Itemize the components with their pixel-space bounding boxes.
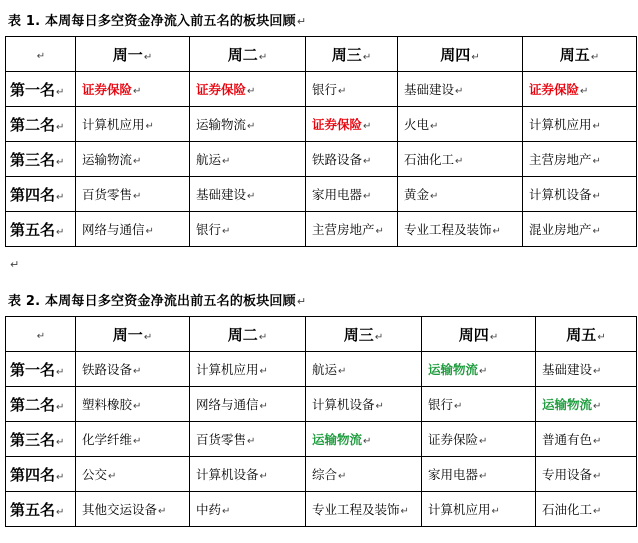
header-mon: 周一↵ bbox=[76, 317, 190, 352]
table-cell: 公交↵ bbox=[76, 457, 190, 492]
table-row bbox=[6, 387, 637, 422]
rank-label: 第五名↵ bbox=[6, 212, 76, 247]
inflow-table bbox=[5, 36, 637, 247]
table-cell: 银行↵ bbox=[190, 212, 306, 247]
table-cell: 综合↵ bbox=[306, 457, 422, 492]
header-tue: 周二↵ bbox=[190, 317, 306, 352]
table-cell: 航运↵ bbox=[306, 352, 422, 387]
table-cell: 化学纤维↵ bbox=[76, 422, 190, 457]
table-cell: 运输物流↵ bbox=[76, 142, 190, 177]
table-cell: 银行↵ bbox=[306, 72, 398, 107]
table-cell: 运输物流↵ bbox=[306, 422, 422, 457]
table-cell: 基础建设↵ bbox=[536, 352, 637, 387]
table-cell: 网络与通信↵ bbox=[190, 387, 306, 422]
table-cell: 黄金↵ bbox=[398, 177, 523, 212]
table-cell: 石油化工↵ bbox=[536, 492, 637, 527]
header-fri: 周五↵ bbox=[536, 317, 637, 352]
table-row bbox=[6, 422, 637, 457]
table-cell: 证券保险↵ bbox=[76, 72, 190, 107]
corner-cell: ↵ bbox=[6, 317, 76, 352]
header-mon: 周一↵ bbox=[76, 37, 190, 72]
header-wed: 周三↵ bbox=[306, 37, 398, 72]
table-cell: 运输物流↵ bbox=[536, 387, 637, 422]
header-wed: 周三↵ bbox=[306, 317, 422, 352]
table-cell: 中药↵ bbox=[190, 492, 306, 527]
table-cell: 证券保险↵ bbox=[523, 72, 637, 107]
table-cell: 其他交运设备↵ bbox=[76, 492, 190, 527]
rank-label: 第四名↵ bbox=[6, 457, 76, 492]
table-cell: 石油化工↵ bbox=[398, 142, 523, 177]
rank-label: 第三名↵ bbox=[6, 142, 76, 177]
table-cell: 铁路设备↵ bbox=[76, 352, 190, 387]
table-cell: 普通有色↵ bbox=[536, 422, 637, 457]
table-cell: 网络与通信↵ bbox=[76, 212, 190, 247]
table-cell: 计算机应用↵ bbox=[422, 492, 536, 527]
table-cell: 混业房地产↵ bbox=[523, 212, 637, 247]
table-cell: 家用电器↵ bbox=[306, 177, 398, 212]
table-row bbox=[6, 72, 637, 107]
rank-label: 第三名↵ bbox=[6, 422, 76, 457]
table-cell: 计算机应用↵ bbox=[76, 107, 190, 142]
table-cell: 主营房地产↵ bbox=[523, 142, 637, 177]
table1-caption: 表 1. 本周每日多空资金净流入前五名的板块回顾↵ bbox=[8, 14, 307, 29]
table-cell: 计算机设备↵ bbox=[523, 177, 637, 212]
table-row bbox=[6, 177, 637, 212]
table-cell: 计算机应用↵ bbox=[523, 107, 637, 142]
table-row bbox=[6, 492, 637, 527]
rank-label: 第二名↵ bbox=[6, 107, 76, 142]
table-cell: 百货零售↵ bbox=[76, 177, 190, 212]
table-cell: 证券保险↵ bbox=[422, 422, 536, 457]
table-cell: 航运↵ bbox=[190, 142, 306, 177]
table-cell: 运输物流↵ bbox=[422, 352, 536, 387]
rank-label: 第二名↵ bbox=[6, 387, 76, 422]
table-cell: 专业工程及装饰↵ bbox=[398, 212, 523, 247]
table-cell: 主营房地产↵ bbox=[306, 212, 398, 247]
rank-label: 第四名↵ bbox=[6, 177, 76, 212]
table-header-row bbox=[6, 37, 637, 72]
table-cell: 计算机设备↵ bbox=[190, 457, 306, 492]
table-cell: 塑料橡胶↵ bbox=[76, 387, 190, 422]
rank-label: 第一名↵ bbox=[6, 352, 76, 387]
outflow-table bbox=[5, 316, 637, 527]
header-fri: 周五↵ bbox=[523, 37, 637, 72]
rank-label: 第五名↵ bbox=[6, 492, 76, 527]
table-cell: 基础建设↵ bbox=[398, 72, 523, 107]
table-header-row bbox=[6, 317, 637, 352]
table-cell: 运输物流↵ bbox=[190, 107, 306, 142]
table-cell: 计算机应用↵ bbox=[190, 352, 306, 387]
table-row bbox=[6, 352, 637, 387]
corner-cell: ↵ bbox=[6, 37, 76, 72]
table-row bbox=[6, 107, 637, 142]
rank-label: 第一名↵ bbox=[6, 72, 76, 107]
table-cell: 专用设备↵ bbox=[536, 457, 637, 492]
table-row bbox=[6, 212, 637, 247]
table-row bbox=[6, 457, 637, 492]
table-cell: 百货零售↵ bbox=[190, 422, 306, 457]
table-cell: 证券保险↵ bbox=[306, 107, 398, 142]
table-cell: 银行↵ bbox=[422, 387, 536, 422]
table-cell: 专业工程及装饰↵ bbox=[306, 492, 422, 527]
table-cell: 证券保险↵ bbox=[190, 72, 306, 107]
table-cell: 家用电器↵ bbox=[422, 457, 536, 492]
table-cell: 铁路设备↵ bbox=[306, 142, 398, 177]
table-cell: 基础建设↵ bbox=[190, 177, 306, 212]
table-row bbox=[6, 142, 637, 177]
table2-caption: 表 2. 本周每日多空资金净流出前五名的板块回顾↵ bbox=[8, 294, 307, 309]
header-thu: 周四↵ bbox=[398, 37, 523, 72]
table-cell: 火电↵ bbox=[398, 107, 523, 142]
table-cell: 计算机设备↵ bbox=[306, 387, 422, 422]
header-tue: 周二↵ bbox=[190, 37, 306, 72]
header-thu: 周四↵ bbox=[422, 317, 536, 352]
paragraph-mark: ↵ bbox=[10, 258, 20, 271]
